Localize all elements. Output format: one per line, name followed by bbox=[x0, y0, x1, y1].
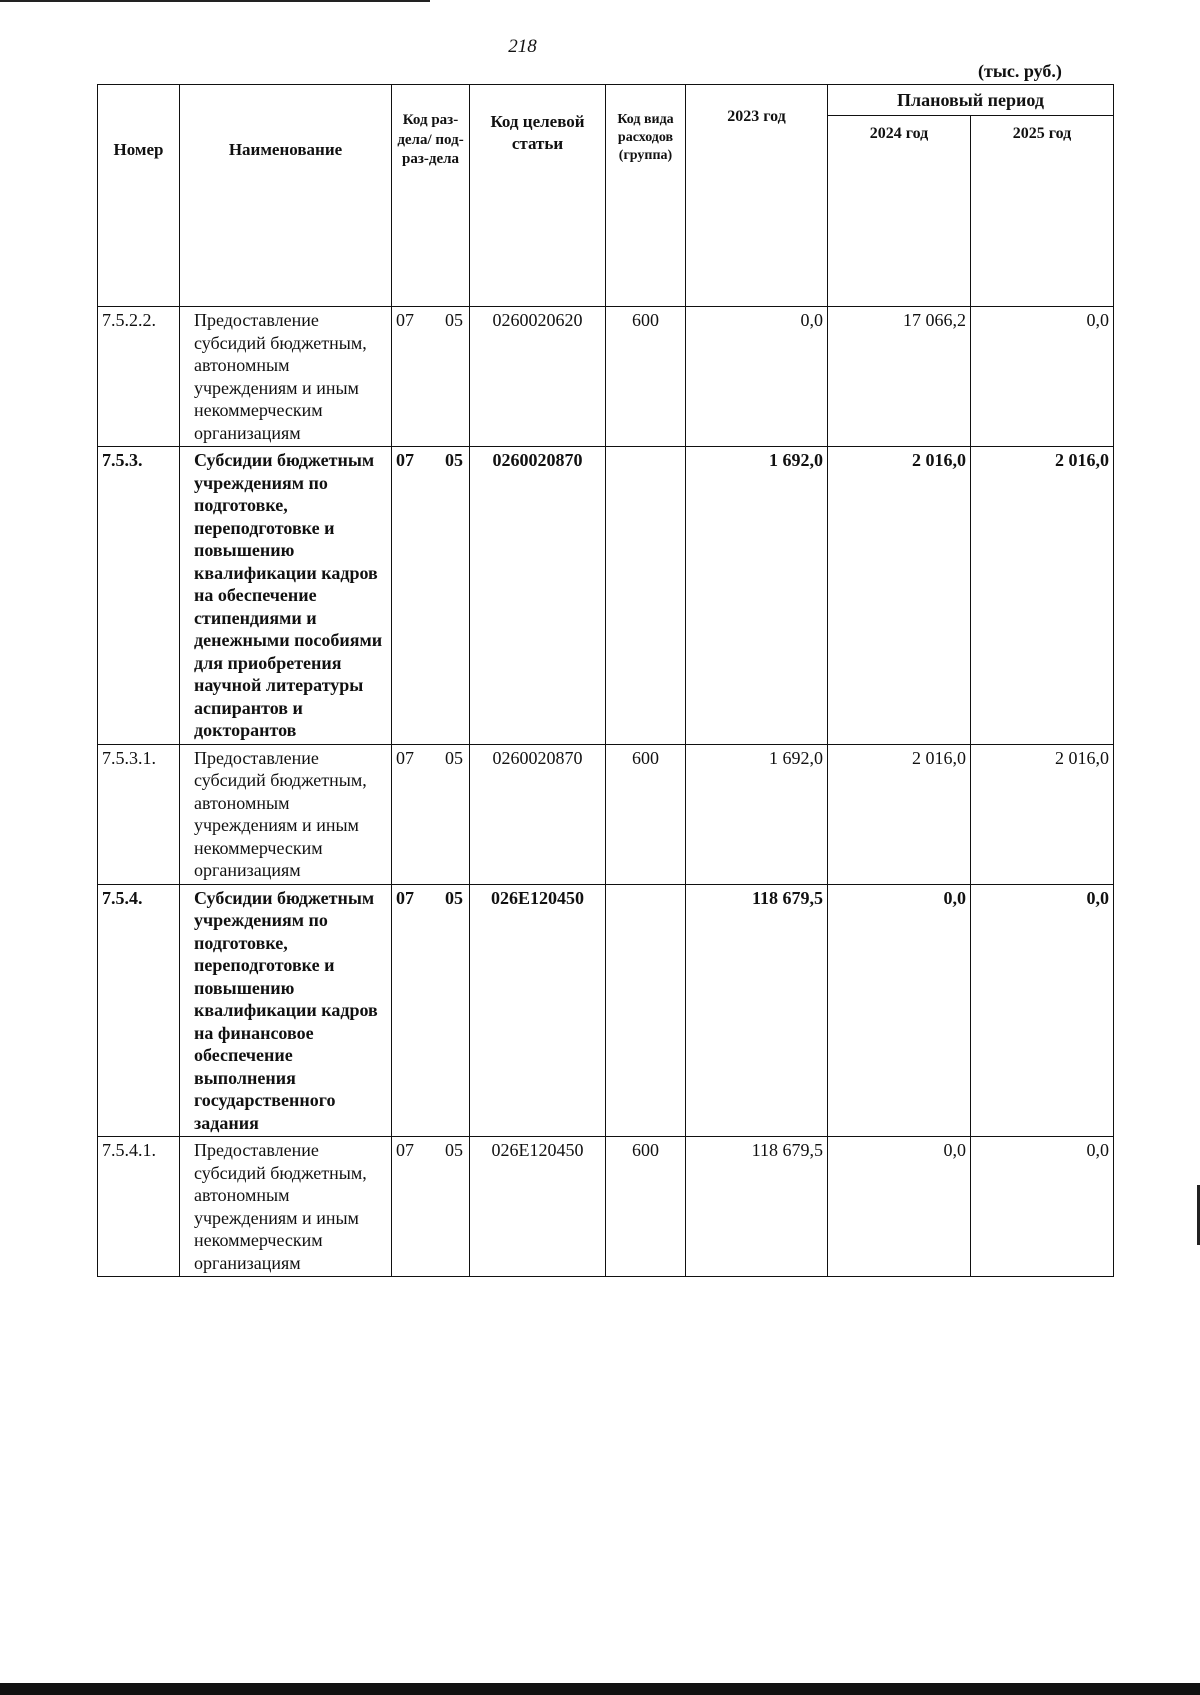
table-row bbox=[98, 744, 1114, 884]
row-value-2024: 17 066,2 bbox=[828, 307, 971, 447]
header-year-2025: 2025 год bbox=[971, 116, 1114, 307]
row-expense-type-code bbox=[606, 447, 686, 745]
row-value-2023: 118 679,5 bbox=[686, 884, 828, 1137]
row-expense-type-code: 600 bbox=[606, 1137, 686, 1277]
table-row bbox=[98, 884, 1114, 1137]
table-row bbox=[98, 447, 1114, 745]
subsection-code: 05 bbox=[445, 450, 463, 470]
section-code: 07 bbox=[396, 1140, 414, 1160]
row-value-2024: 0,0 bbox=[828, 884, 971, 1137]
row-target-code: 0260020870 bbox=[470, 447, 606, 745]
section-code: 07 bbox=[396, 747, 414, 768]
row-section-code bbox=[392, 1137, 470, 1277]
section-code: 07 bbox=[396, 450, 414, 470]
row-expense-type-code: 600 bbox=[606, 307, 686, 447]
row-value-2025: 2 016,0 bbox=[971, 744, 1114, 884]
section-code: 07 bbox=[396, 887, 414, 908]
subsection-code: 05 bbox=[445, 310, 463, 330]
unit-label: (тыс. руб.) bbox=[978, 61, 1062, 81]
scan-bottom-bar bbox=[0, 1683, 1200, 1695]
row-number: 7.5.3.1. bbox=[98, 744, 180, 884]
budget-table bbox=[97, 84, 1114, 1277]
row-section-code bbox=[392, 447, 470, 745]
row-value-2025: 2 016,0 bbox=[971, 447, 1114, 745]
table-row bbox=[98, 1137, 1114, 1277]
row-section-code bbox=[392, 884, 470, 1137]
header-name: Наименование bbox=[180, 85, 392, 307]
header-target-code: Код целевой статьи bbox=[470, 85, 606, 307]
table-body bbox=[98, 307, 1114, 1277]
header-number: Номер bbox=[98, 85, 180, 307]
row-value-2024: 0,0 bbox=[828, 1137, 971, 1277]
row-number: 7.5.4. bbox=[98, 884, 180, 1137]
row-value-2025: 0,0 bbox=[971, 884, 1114, 1137]
row-section-code bbox=[392, 307, 470, 447]
header-section-code: Код раз-дела/ под-раз-дела bbox=[392, 85, 470, 307]
row-target-code: 0260020620 bbox=[470, 307, 606, 447]
row-expense-type-code bbox=[606, 884, 686, 1137]
header-expense-type-code: Код вида расходов (группа) bbox=[606, 85, 686, 307]
header-year-2023: 2023 год bbox=[686, 85, 828, 307]
subsection-code: 05 bbox=[445, 747, 463, 768]
row-value-2023: 0,0 bbox=[686, 307, 828, 447]
page-number: 218 bbox=[508, 36, 537, 57]
scan-edge-line bbox=[0, 0, 430, 2]
header-year-2024: 2024 год bbox=[828, 116, 971, 307]
row-target-code: 0260020870 bbox=[470, 744, 606, 884]
section-code: 07 bbox=[396, 310, 414, 330]
row-name: Субсидии бюджетным учреждениям по подготовке, переподготовке и повышению квалификации кадров на финансовое обеспечение выполнения государственного задания bbox=[180, 884, 392, 1137]
row-number: 7.5.2.2. bbox=[98, 307, 180, 447]
table-row bbox=[98, 307, 1114, 447]
row-value-2025: 0,0 bbox=[971, 307, 1114, 447]
row-number: 7.5.4.1. bbox=[98, 1137, 180, 1277]
row-name: Предоставление субсидий бюджетным, автономным учреждениям и иным некоммерческим организациям bbox=[180, 307, 392, 447]
row-value-2023: 118 679,5 bbox=[686, 1137, 828, 1277]
row-name: Субсидии бюджетным учреждениям по подготовке, переподготовке и повышению квалификации кадров на обеспечение стипендиями и денежными пособиями для приобретения научной литературы аспирантов и докторантов bbox=[180, 447, 392, 745]
header-planned-period: Плановый период bbox=[828, 85, 1114, 116]
row-value-2025: 0,0 bbox=[971, 1137, 1114, 1277]
row-expense-type-code: 600 bbox=[606, 744, 686, 884]
row-value-2023: 1 692,0 bbox=[686, 744, 828, 884]
row-number: 7.5.3. bbox=[98, 447, 180, 745]
subsection-code: 05 bbox=[445, 887, 463, 908]
row-target-code: 026Е120450 bbox=[470, 884, 606, 1137]
row-target-code: 026Е120450 bbox=[470, 1137, 606, 1277]
row-value-2024: 2 016,0 bbox=[828, 447, 971, 745]
subsection-code: 05 bbox=[445, 1140, 463, 1160]
row-section-code bbox=[392, 744, 470, 884]
row-name: Предоставление субсидий бюджетным, автономным учреждениям и иным некоммерческим организациям bbox=[180, 1137, 392, 1277]
row-name: Предоставление субсидий бюджетным, автономным учреждениям и иным некоммерческим организациям bbox=[180, 744, 392, 884]
row-value-2023: 1 692,0 bbox=[686, 447, 828, 745]
row-value-2024: 2 016,0 bbox=[828, 744, 971, 884]
